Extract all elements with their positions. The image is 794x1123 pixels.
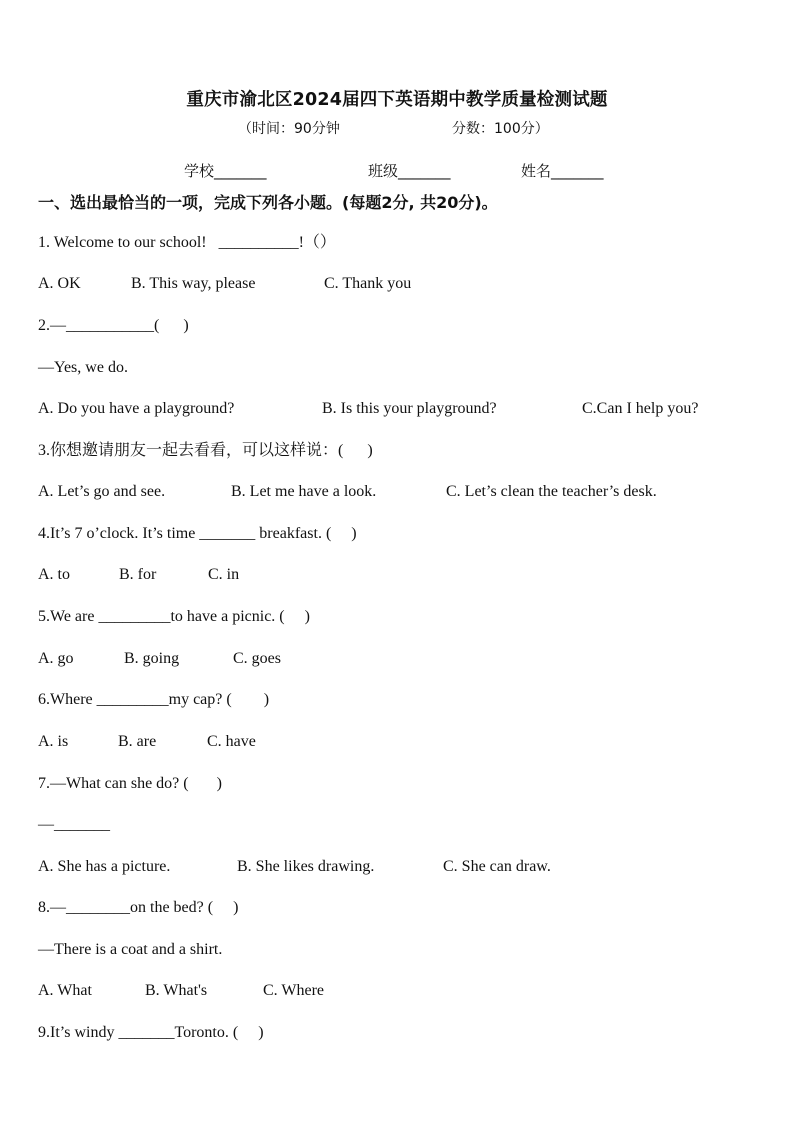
option-b: B. She likes drawing. <box>237 858 375 875</box>
question-stem: 4.It’s 7 o’clock. It’s time _______ breakfast. ( ) <box>38 525 357 542</box>
exam-time: （时间：90分钟 <box>238 121 340 137</box>
page-title: 重庆市渝北区2024届四下英语期中教学质量检测试题 <box>186 90 608 110</box>
exam-score: 分数：100分） <box>452 121 549 137</box>
option-a: A. She has a picture. <box>38 858 171 875</box>
school-field: 学校_______ <box>184 162 267 180</box>
name-field: 姓名_______ <box>521 162 604 180</box>
option-a: A. OK <box>38 275 81 292</box>
option-c: C. have <box>207 733 256 750</box>
option-a: A. Do you have a playground? <box>38 400 235 417</box>
option-c: C.Can I help you? <box>582 400 699 417</box>
option-b: B. are <box>118 733 157 750</box>
question-stem: 2.—___________( ) <box>38 317 189 334</box>
question-stem: 9.It’s windy _______Toronto. ( ) <box>38 1024 264 1041</box>
option-b: B. What's <box>145 982 208 999</box>
option-a: A. go <box>38 650 74 667</box>
option-a: A. What <box>38 982 92 999</box>
option-a: A. Let’s go and see. <box>38 483 166 500</box>
option-b: B. This way, please <box>131 275 256 292</box>
dialog-line: —_______ <box>38 816 110 833</box>
question-stem: 5.We are _________to have a picnic. ( ) <box>38 608 310 625</box>
option-a: A. to <box>38 566 70 583</box>
question-stem: 1. Welcome to our school! __________!（） <box>38 234 336 251</box>
option-a: A. is <box>38 733 69 750</box>
option-c: C. Thank you <box>324 275 412 292</box>
option-b: B. Is this your playground? <box>322 400 497 417</box>
question-stem: 8.—________on the bed? ( ) <box>38 899 239 916</box>
question-stem: 7.—What can she do? ( ) <box>38 775 222 792</box>
option-b: B. Let me have a look. <box>231 483 377 500</box>
option-c: C. Let’s clean the teacher’s desk. <box>446 483 657 500</box>
section-heading: 一、选出最恰当的一项，完成下列各小题。(每题2分, 共20分)。 <box>38 193 498 212</box>
dialog-line: —There is a coat and a shirt. <box>38 941 223 958</box>
option-c: C. Where <box>263 982 325 999</box>
class-field: 班级_______ <box>368 162 451 180</box>
dialog-line: —Yes, we do. <box>38 359 128 376</box>
option-c: C. She can draw. <box>443 858 551 875</box>
option-c: C. goes <box>233 650 281 667</box>
option-b: B. for <box>119 566 157 583</box>
question-stem: 3.你想邀请朋友一起去看看，可以这样说：( ) <box>38 442 373 459</box>
option-c: C. in <box>208 566 240 583</box>
question-stem: 6.Where _________my cap? ( ) <box>38 691 270 708</box>
option-b: B. going <box>124 650 180 667</box>
